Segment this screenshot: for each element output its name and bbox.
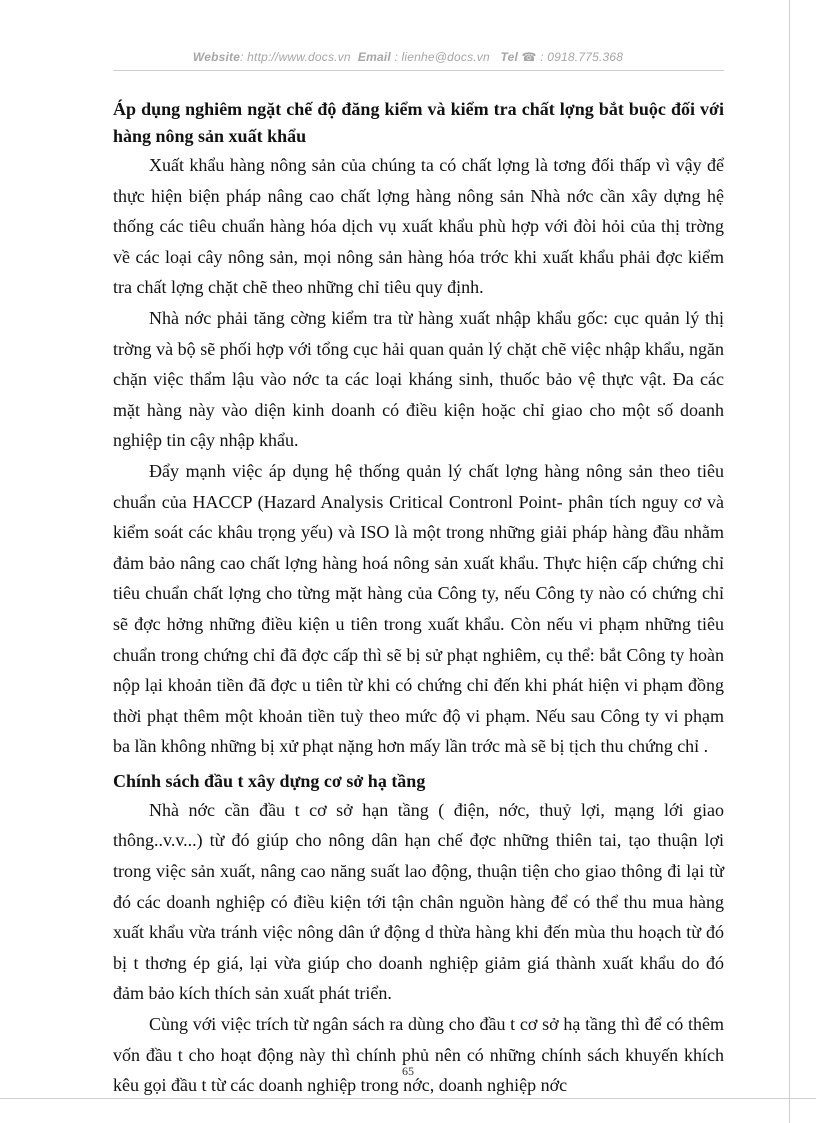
paragraph-4: Nhà nớc cần đầu t cơ sở hạn tầng ( điện, nớc, thuỷ lợi, mạng lới giao thông..v.v...) từ đó giúp cho nông dân hạn chế đợc những thiên tai, tạo thuận lợi trong việc sản xuất, nâng cao năng suất lao động, thuận tiện cho giao thông đi lại từ đó các doanh nghiệp có điều kiện tới tận chân nguồn hàng để có thể thu mua hàng xuất khẩu vừa tránh việc nông dân ứ động d thừa hàng khi đến mùa thu hoạch từ đó bị t thơng ép giá, lại vừa giúp cho doanh nghiệp giảm giá thành xuất khẩu do đó đảm bảo kích thích sản xuất phát triển. [113, 799, 724, 1004]
page-header [0, 50, 816, 64]
website-label: Website [192, 50, 241, 64]
page-number: 65 [402, 1064, 414, 1078]
section-heading-quality-inspection: Áp dụng nghiêm ngặt chế độ đăng kiểm và kiểm tra chất lợng bắt buộc đối với hàng nông sản xuất khẩu [113, 99, 724, 146]
email-label: Email [357, 50, 391, 64]
tel-label: Tel [500, 50, 518, 64]
email-value: : lienhe@docs.vn [394, 50, 490, 64]
page-edge-right [789, 0, 790, 1123]
website-value: : http://www.docs.vn [240, 50, 351, 64]
page-body [113, 96, 724, 1101]
paragraph-5: Cùng với việc trích từ ngân sách ra dùng cho đầu t cơ sở hạ tầng thì để có thêm vốn đầu t cho hoạt động này thì chính phủ nên có những chính sách khuyến khích kêu gọi đầu t từ các doanh nghiệp trong nớc, doanh nghiệp nớc [113, 1014, 724, 1096]
header-divider [113, 70, 724, 71]
paragraph-1: Xuất khẩu hàng nông sản của chúng ta có chất lợng là tơng đối thấp vì vậy để thực hiện biện pháp nâng cao chất lợng hàng nông sản Nhà nớc cần xây dựng hệ thống các tiêu chuẩn hàng hóa dịch vụ xuất khẩu phù hợp với đòi hỏi của thị trờng về các loại cây nông sản, mọi nông sản hàng hóa trớc khi xuất khẩu phải đợc kiểm tra chất lợng chặt chẽ theo những chỉ tiêu quy định. [113, 155, 724, 298]
paragraph-2: Nhà nớc phải tăng cờng kiểm tra từ hàng xuất nhập khẩu gốc: cục quản lý thị trờng và bộ sẽ phối hợp với tổng cục hải quan quản lý chặt chẽ việc nhập khẩu, ngăn chặn việc thẩm lậu vào nớc ta các loại kháng sinh, thuốc bảo vệ thực vật. Đa các mặt hàng này vào diện kinh doanh có điều kiện hoặc chỉ giao cho một số doanh nghiệp tin cậy nhập khẩu. [113, 307, 724, 451]
tel-value: ☎ : 0918.775.368 [521, 50, 624, 64]
paragraph-3: Đẩy mạnh việc áp dụng hệ thống quản lý chất lợng hàng nông sản theo tiêu chuẩn của HACCP (Hazard Analysis Critical Contronl Point- phân tích nguy cơ và kiểm soát các khâu trọng yếu) và ISO là một trong những giải pháp hàng đầu nhằm đảm bảo nâng cao chất lợng hàng hoá nông sản xuất khẩu. Thực hiện cấp chứng chỉ tiêu chuẩn chất lợng cho từng mặt hàng của Công ty, nếu Công ty nào có chứng chỉ sẽ đợc hởng những điều kiện u tiên trong xuất khẩu. Còn nếu vi phạm những tiêu chuẩn trong chứng chỉ đã đợc cấp thì sẽ bị sử phạt nghiêm, cụ thể: bắt Công ty hoàn nộp lại khoản tiền đã đợc u tiên từ khi có chứng chỉ đến khi phát hiện vi phạm đồng thời phạt thêm một khoản tiền tuỳ theo mức độ vi phạm. Nếu sau Công ty vi phạm ba lần không những bị xử phạt nặng hơn mấy lần trớc mà sẽ bị tịch thu chứng chỉ . [113, 460, 724, 757]
section-heading-infrastructure: Chính sách đầu t xây dựng cơ sở hạ tầng [113, 770, 426, 791]
